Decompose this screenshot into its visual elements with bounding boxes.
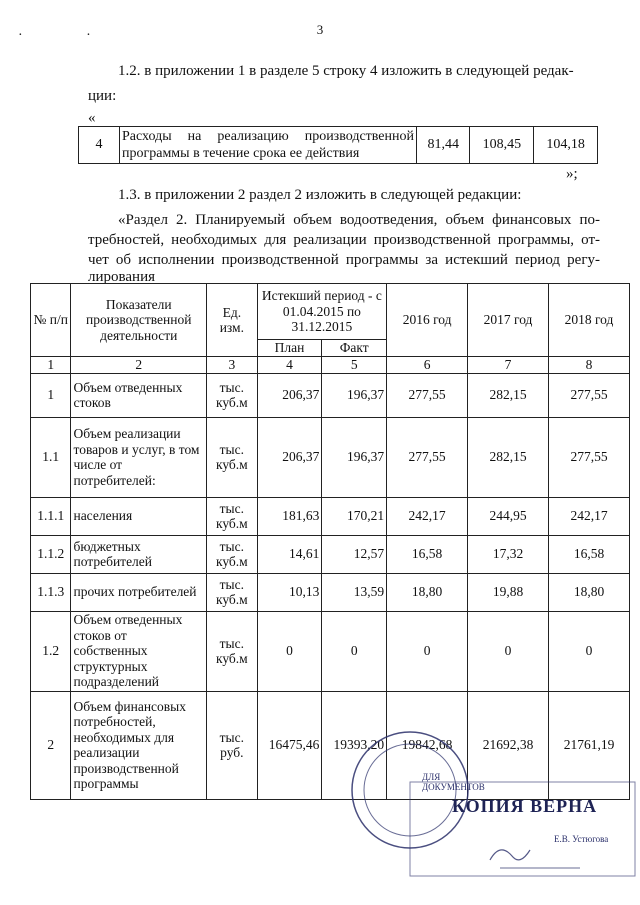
header-indicator: Показатели производственной деятельности [71,284,207,357]
section-text-line3: чет об исполнении производственной программы за истекший период регу- [88,252,600,268]
table-row [31,573,630,611]
section-text-line4: лирования [88,269,156,285]
row-plan: 0 [257,611,322,691]
para-1-2-line2: ции: [88,88,117,104]
section-text [88,212,600,286]
row-fact: 196,37 [322,373,387,417]
section-text-line2: требностей, необходимых для реализации производственной программы, от- [88,232,600,248]
row-num: 1.1.2 [31,535,71,573]
close-quote: »; [566,166,578,182]
row-num: 2 [31,691,71,799]
table-2 [30,283,630,800]
para-1-2-line1: 1.2. в приложении 1 в разделе 5 строку 4 изложить в следующей редак- [118,63,574,79]
table1-value-1: 81,44 [417,127,470,164]
row-unit: тыс. куб.м [207,573,258,611]
row-2017: 282,15 [468,373,549,417]
col-number: 2 [71,357,207,374]
table-row [31,611,630,691]
table-row [31,417,630,497]
col-number: 5 [322,357,387,374]
table-row [31,535,630,573]
table1-name [120,127,417,164]
row-name: населения [71,497,207,535]
header-unit: Ед. изм. [207,284,258,357]
row-2017: 17,32 [468,535,549,573]
row-2017: 21692,38 [468,691,549,799]
table-row [79,127,598,164]
table1-row-num: 4 [79,127,120,164]
col-number: 1 [31,357,71,374]
section-text-line1: «Раздел 2. Планируемый объем водоотведения, объем финансовых по- [118,212,600,228]
row-num: 1.1.3 [31,573,71,611]
row-unit: тыс. куб.м [207,535,258,573]
row-fact: 170,21 [322,497,387,535]
col-number: 4 [257,357,322,374]
row-2017: 19,88 [468,573,549,611]
row-name: Объем отведенных стоков [71,373,207,417]
col-number: 6 [387,357,468,374]
row-plan: 206,37 [257,373,322,417]
row-plan: 181,63 [257,497,322,535]
open-quote: « [88,110,96,126]
row-name: прочих потребителей [71,573,207,611]
stamp-for-documents: ДЛЯ ДОКУМЕНТОВ [422,772,485,792]
row-fact: 19393,20 [322,691,387,799]
header-2017: 2017 год [468,284,549,357]
stamp-signer: Е.В. Устюгова [554,834,609,844]
row-2016: 16,58 [387,535,468,573]
table1-value-3: 104,18 [534,127,598,164]
table-row [31,497,630,535]
header-period: Истекший период - с 01.04.2015 по 31.12.2015 [257,284,387,340]
header-2016: 2016 год [387,284,468,357]
row-fact: 0 [322,611,387,691]
row-2016: 18,80 [387,573,468,611]
table-1 [78,126,598,164]
row-plan: 10,13 [257,573,322,611]
row-2016: 277,55 [387,417,468,497]
header-2018: 2018 год [549,284,630,357]
row-2018: 277,55 [549,417,630,497]
page-number: 3 [316,22,324,37]
row-unit: тыс. руб. [207,691,258,799]
row-unit: тыс. куб.м [207,373,258,417]
row-2016: 242,17 [387,497,468,535]
row-unit: тыс. куб.м [207,497,258,535]
row-2017: 0 [468,611,549,691]
col-number: 3 [207,357,258,374]
header-plan: План [257,340,322,357]
row-name: бюджетных потребителей [71,535,207,573]
row-num: 1.1 [31,417,71,497]
header-fact: Факт [322,340,387,357]
row-unit: тыс. куб.м [207,417,258,497]
stamp-copy-verified: КОПИЯ ВЕРНА [452,796,598,816]
table1-value-2: 108,45 [470,127,534,164]
header-row [31,284,630,340]
row-unit: тыс. куб.м [207,611,258,691]
row-2018: 18,80 [549,573,630,611]
row-name: Объем реализации товаров и услуг, в том числе от потребителей: [71,417,207,497]
col-number: 7 [468,357,549,374]
row-num: 1 [31,373,71,417]
header-num: № п/п [31,284,71,357]
row-fact: 196,37 [322,417,387,497]
row-2018: 21761,19 [549,691,630,799]
column-number-row [31,357,630,374]
table1-name-line1: Расходы на реализацию производственной [122,129,414,144]
row-2018: 16,58 [549,535,630,573]
certification-stamp [340,728,640,888]
row-plan: 16475,46 [257,691,322,799]
row-plan: 14,61 [257,535,322,573]
para-1-3: 1.3. в приложении 2 раздел 2 изложить в следующей редакции: [118,187,522,203]
margin-marks: · · [18,28,121,43]
col-number: 8 [549,357,630,374]
row-2016: 277,55 [387,373,468,417]
row-plan: 206,37 [257,417,322,497]
row-2018: 242,17 [549,497,630,535]
row-num: 1.1.1 [31,497,71,535]
row-fact: 12,57 [322,535,387,573]
row-2016: 19842,68 [387,691,468,799]
row-num: 1.2 [31,611,71,691]
table-row [31,373,630,417]
row-2018: 0 [549,611,630,691]
row-2017: 282,15 [468,417,549,497]
row-2017: 244,95 [468,497,549,535]
row-2018: 277,55 [549,373,630,417]
table1-name-line2: программы в течение срока ее действия [122,146,360,161]
row-name: Объем отведенных стоков от собственных структурных подразделений [71,611,207,691]
row-name: Объем финансовых потребностей, необходимых для реализации производственной программы [71,691,207,799]
row-2016: 0 [387,611,468,691]
row-fact: 13,59 [322,573,387,611]
